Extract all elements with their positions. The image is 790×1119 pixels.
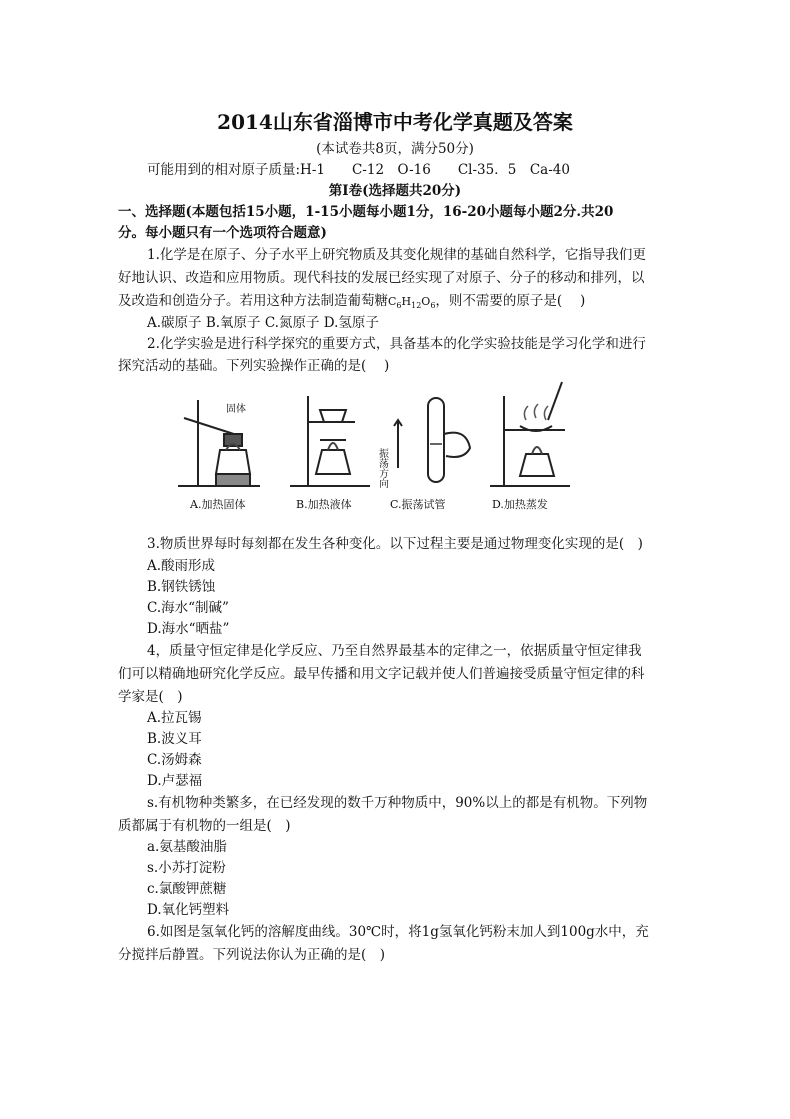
q4-line-3: 学家是( ) [118, 689, 183, 705]
q3-option-d: D.海水“晒盐” [147, 621, 230, 637]
q2-line-2: 探究活动的基础。下列实验操作正确的是( ) [118, 358, 390, 374]
q5-option-b: s.小苏打淀粉 [147, 860, 226, 876]
q4-line-1: 4，质量守恒定律是化学反应、乃至自然界最基本的定律之一，依据质量守恒定律我 [147, 643, 642, 659]
q4-line-2: 们可以精确地研究化学反应。最早传播和用文字记载并使人们普遍接受质量守恒定律的科 [118, 666, 645, 682]
q3-option-b: B.钢铁锈蚀 [147, 579, 216, 595]
q1-line-2: 好地认识、改造和应用物质。现代科技的发展已经实现了对原子、分子的移动和排列，以 [118, 270, 645, 286]
q3-stem: 3.物质世界每时每刻都在发生各种变化。以下过程主要是通过物理变化实现的是( ) [147, 536, 643, 552]
q4-option-d: D.卢瑟福 [147, 773, 203, 789]
figure-a-heating-solid [178, 400, 260, 486]
q4-option-b: B.波义耳 [147, 731, 202, 747]
atomic-masses: 可能用到的相对原子质量:H-1 C-12 O-16 Cl-35．5 Ca-40 [147, 162, 570, 178]
section-title: 第Ⅰ卷(选择题共20分) [328, 183, 462, 199]
q5-option-c: c.氯酸钾蔗糖 [147, 881, 227, 897]
q2-line-1: 2.化学实验是进行科学探究的重要方式，具备基本的化学实验技能是学习化学和进行 [147, 336, 646, 352]
q1-line-3-pre: 及改造和创造分子。若用这种方法制造葡萄糖 [118, 293, 388, 309]
figure-d-heating-evaporation [490, 382, 570, 486]
glucose-formula [388, 295, 436, 311]
figure-b-heating-liquid [290, 396, 370, 486]
q5-option-d: D.氧化钙塑料 [147, 902, 230, 918]
q1-options: A.碳原子 B.氧原子 C.氮原子 D.氢原子 [147, 315, 379, 331]
q6-line-1: 6.如图是氢氧化钙的溶解度曲线。30℃时，将1g氢氧化钙粉末加人到100g水中，充 [147, 924, 649, 940]
q5-line-1: s.有机物种类繁多，在已经发现的数千万种物质中，90%以上的都是有机物。下列物 [147, 795, 648, 811]
q4-option-a: A.拉瓦锡 [147, 710, 202, 726]
caption-a: A.加热固体 [190, 498, 246, 511]
q1-line-3-post: ，则不需要的原子是( ) [435, 293, 586, 309]
label-shake-direction: 振荡方向 [376, 448, 388, 488]
formula-text: $C_6H_{12}O_6$ [388, 295, 436, 311]
q4-option-c: C.汤姆森 [147, 752, 202, 768]
label-solid: 固体 [226, 404, 246, 415]
lab-operations-figure [170, 378, 610, 518]
instructions-line-1: 一、选择题(本题包括15小题，1-15小题每小题1分，16-20小题每小题2分.共20 [118, 204, 614, 220]
q3-option-a: A.酸雨形成 [147, 558, 216, 574]
q1-line-1: 1.化学是在原子、分子水平上研究物质及其变化规律的基础自然科学，它指导我们更 [147, 247, 646, 263]
q3-option-c: C.海水“制碱” [147, 600, 229, 616]
caption-b: B.加热液体 [296, 498, 352, 511]
q6-line-2: 分搅拌后静置。下列说法你认为正确的是( ) [118, 947, 386, 963]
figure-c-shaking-tube [394, 398, 470, 482]
q5-option-a: a.氨基酸油脂 [147, 839, 227, 855]
q5-line-2: 质都属于有机物的一组是( ) [118, 818, 291, 834]
exam-subtitle: (本试卷共8页，满分50分) [316, 141, 474, 157]
caption-d: D.加热蒸发 [492, 498, 548, 511]
caption-c: C.振荡试管 [390, 498, 446, 511]
instructions-line-2: 分。每小题只有一个选项符合题意) [118, 225, 327, 241]
page-title: 2014山东省淄博市中考化学真题及答案 [217, 110, 573, 134]
